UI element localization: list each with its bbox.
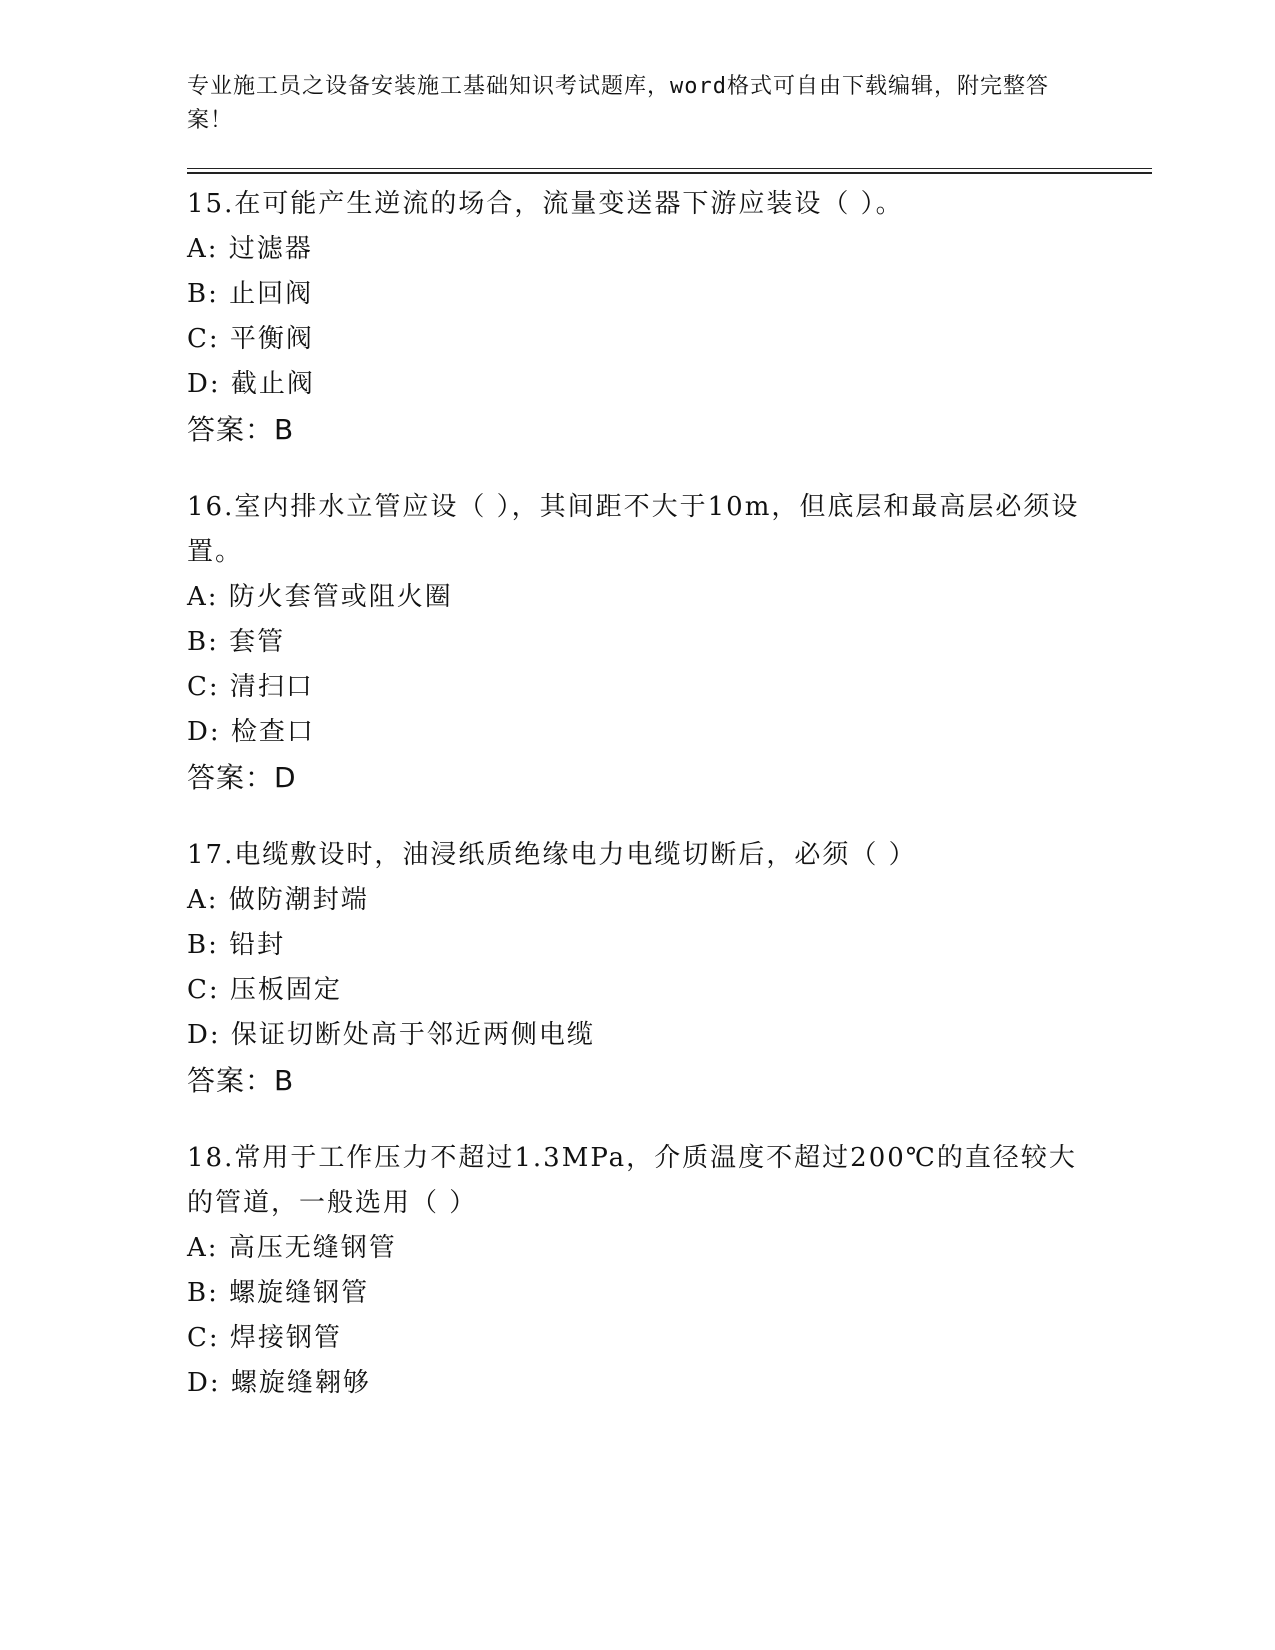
option-d: D: 检查口 — [187, 717, 315, 747]
option-a: A: 做防潮封端 — [187, 885, 369, 915]
answer: 答案：D — [187, 761, 297, 794]
option-b: B: 铅封 — [187, 930, 286, 960]
option-a: A: 防火套管或阻火圈 — [187, 582, 453, 612]
question-17 — [187, 833, 1152, 1104]
option-c: C: 平衡阀 — [187, 324, 314, 354]
question-text: 18.常用于工作压力不超过1.3MPa，介质温度不超过200℃的直径较大的管道，一般选用（ ） — [187, 1143, 1077, 1218]
question-16 — [187, 485, 1152, 801]
answer: 答案：B — [187, 1064, 295, 1097]
option-d: D: 保证切断处高于邻近两侧电缆 — [187, 1020, 595, 1050]
option-d: D: 螺旋缝翱够 — [187, 1368, 371, 1398]
header-divider — [187, 168, 1152, 174]
answer: 答案：B — [187, 413, 295, 446]
question-15 — [187, 182, 1152, 453]
option-b: B: 止回阀 — [187, 279, 314, 309]
question-18 — [187, 1136, 1152, 1406]
question-text: 17.电缆敷设时，油浸纸质绝缘电力电缆切断后，必须（ ） — [187, 840, 917, 870]
question-text: 16.室内排水立管应设（ ），其间距不大于10m，但底层和最高层必须设置。 — [187, 492, 1080, 567]
option-b: B: 套管 — [187, 627, 286, 657]
option-b: B: 螺旋缝钢管 — [187, 1278, 370, 1308]
option-c: C: 清扫口 — [187, 672, 314, 702]
option-c: C: 压板固定 — [187, 975, 342, 1005]
document-header: 专业施工员之设备安装施工基础知识考试题库，word格式可自由下载编辑，附完整答案！ — [187, 74, 1049, 133]
question-list — [187, 182, 1152, 1406]
option-d: D: 截止阀 — [187, 369, 315, 399]
option-a: A: 高压无缝钢管 — [187, 1233, 397, 1263]
option-c: C: 焊接钢管 — [187, 1323, 342, 1353]
question-text: 15.在可能产生逆流的场合，流量变送器下游应装设（ ）。 — [187, 189, 904, 219]
document-page — [187, 70, 1152, 1438]
option-a: A: 过滤器 — [187, 234, 313, 264]
